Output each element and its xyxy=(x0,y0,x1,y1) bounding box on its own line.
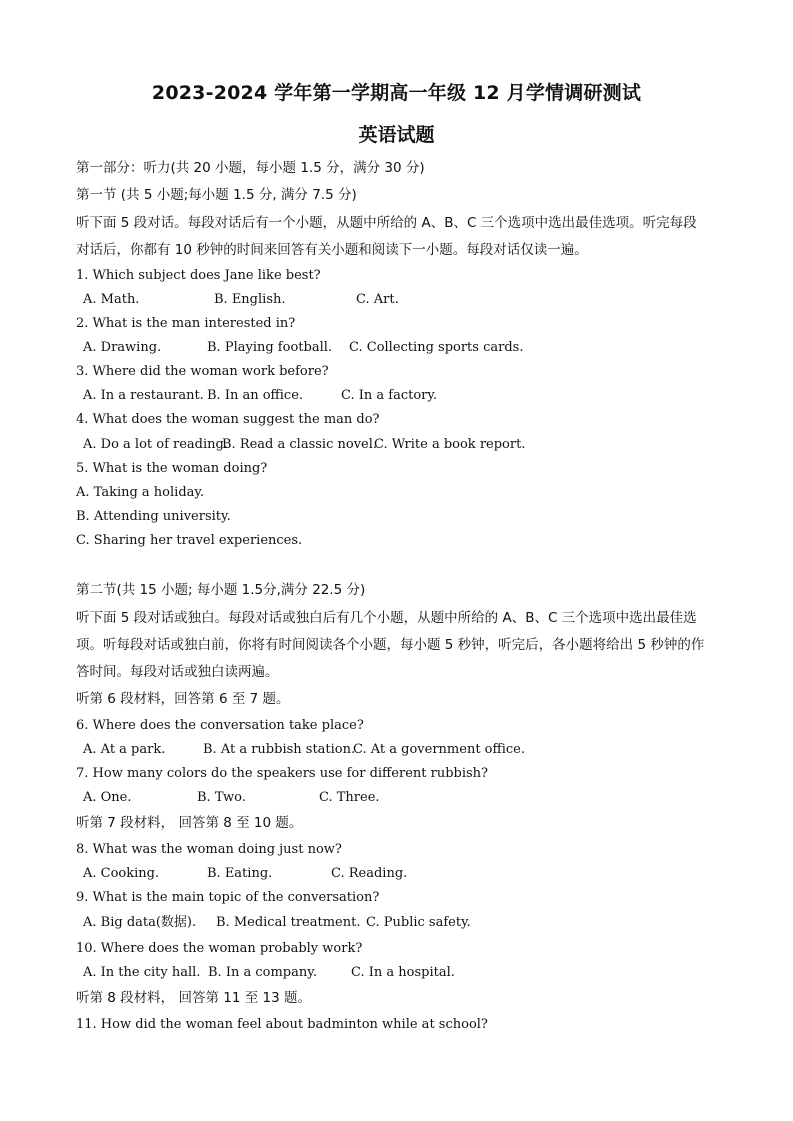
option-a: A. Cooking. xyxy=(83,866,160,881)
option-c: C. Art. xyxy=(356,292,399,307)
question-stem: 11. How did the woman feel about badminton while at school? xyxy=(76,1017,488,1032)
option-b: B. Attending university. xyxy=(76,509,231,524)
option-b: B. In an office. xyxy=(207,388,304,403)
section1-heading: 第一节 (共 5 小题;每小题 1.5 分, 满分 7.5 分) xyxy=(76,187,357,203)
option-a: A. At a park. xyxy=(83,742,166,757)
page-title: 2023-2024 学年第一学期高一年级 12 月学情调研测试 xyxy=(151,82,642,104)
question-stem: 2. What is the man interested in? xyxy=(76,316,296,331)
option-b: B. English. xyxy=(214,292,286,307)
option-c: C. In a hospital. xyxy=(351,965,455,980)
part1-heading: 第一部分：听力(共 20 小题，每小题 1.5 分，满分 30 分) xyxy=(76,160,425,176)
option-b: B. In a company. xyxy=(208,965,317,980)
option-a: A. Do a lot of reading. xyxy=(83,437,228,452)
option-c: C. Public safety. xyxy=(366,915,471,930)
question-stem: 10. Where does the woman probably work? xyxy=(76,941,363,956)
option-b: B. At a rubbish station. xyxy=(203,742,356,757)
option-c: C. In a factory. xyxy=(341,388,438,403)
option-b: B. Playing football. xyxy=(207,340,333,355)
section2-instructions-line1: 听下面 5 段对话或独白。每段对话或独白后有几个小题，从题中所给的 A、B、C 三个选项中选出最佳选 xyxy=(76,610,697,626)
option-c: C. Three. xyxy=(319,790,380,805)
option-b: B. Read a classic novel. xyxy=(222,437,378,452)
section2-heading: 第二节(共 15 小题; 每小题 1.5分,满分 22.5 分) xyxy=(76,582,366,598)
option-b: B. Eating. xyxy=(207,866,273,881)
option-a: A. Big data(数据). xyxy=(83,915,197,930)
option-c: C. Reading. xyxy=(331,866,408,881)
section2-instructions-line3: 答时间。每段对话或独白读两遍。 xyxy=(76,664,279,680)
page-subtitle: 英语试题 xyxy=(358,124,435,146)
question-stem: 6. Where does the conversation take place? xyxy=(76,718,364,733)
option-c: C. At a government office. xyxy=(353,742,525,757)
question-stem: 8. What was the woman doing just now? xyxy=(76,842,342,857)
question-stem: 4. What does the woman suggest the man do? xyxy=(76,412,380,427)
question-stem: 9. What is the main topic of the conversation? xyxy=(76,890,380,905)
option-a: A. Math. xyxy=(83,292,140,307)
section1-instructions-line2: 对话后，你都有 10 秒钟的时间来回答有关小题和阅读下一小题。每段对话仅读一遍。 xyxy=(76,242,588,258)
option-a: A. In a restaurant. xyxy=(83,388,204,403)
option-b: B. Medical treatment. xyxy=(216,915,361,930)
option-a: A. Drawing. xyxy=(83,340,162,355)
question-stem: 5. What is the woman doing? xyxy=(76,461,268,476)
material-7-instruction: 听第 7 段材料， 回答第 8 至 10 题。 xyxy=(76,815,303,831)
material-6-instruction: 听第 6 段材料，回答第 6 至 7 题。 xyxy=(76,691,290,707)
section2-instructions-line2: 项。听每段对话或独白前，你将有时间阅读各个小题，每小题 5 秒钟，听完后，各小题将给出 5 秒钟的作 xyxy=(76,637,705,653)
option-a: A. One. xyxy=(83,790,132,805)
option-c: C. Collecting sports cards. xyxy=(349,340,524,355)
option-b: B. Two. xyxy=(197,790,246,805)
question-stem: 7. How many colors do the speakers use for different rubbish? xyxy=(76,766,489,781)
material-8-instruction: 听第 8 段材料， 回答第 11 至 13 题。 xyxy=(76,990,311,1006)
option-a: A. In the city hall. xyxy=(83,965,201,980)
question-stem: 1. Which subject does Jane like best? xyxy=(76,268,321,283)
option-c: C. Write a book report. xyxy=(374,437,526,452)
option-a: A. Taking a holiday. xyxy=(76,485,205,500)
option-c: C. Sharing her travel experiences. xyxy=(76,533,303,548)
question-stem: 3. Where did the woman work before? xyxy=(76,364,329,379)
section1-instructions-line1: 听下面 5 段对话。每段对话后有一个小题，从题中所给的 A、B、C 三个选项中选出最佳选项。听完每段 xyxy=(76,215,697,231)
